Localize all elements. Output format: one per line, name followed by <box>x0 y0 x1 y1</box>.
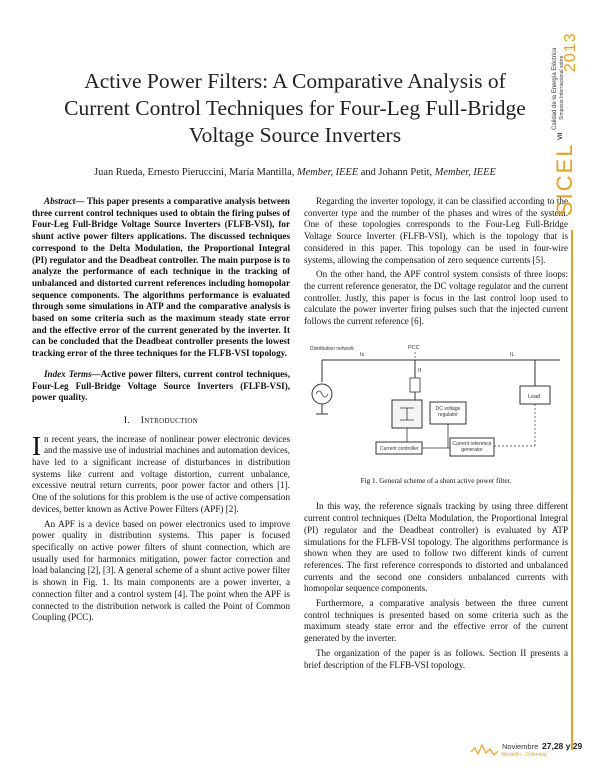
abstract-label: Abstract <box>44 196 76 206</box>
figure-1-caption: Fig 1. General scheme of a shunt active power filter. <box>360 476 512 485</box>
drop-cap: I <box>32 430 41 461</box>
right-paragraph-5: The organization of the paper is as follows. Section II presents a brief description of the FLFB-VSI topology. <box>304 647 568 670</box>
year-text: 2013 <box>562 32 579 72</box>
section-title: Introduction <box>140 415 199 426</box>
sidebar-accent-line <box>571 230 573 750</box>
sicel-logo: SICEL <box>552 142 577 216</box>
conference-footer <box>470 738 590 768</box>
intro-paragraph-1-text: n recent years, the increase of nonlinear power electronic devices and the massive use of industrial machines and automation devices, have led to a significant increase of disturbances in distribution systems like current and voltage distortion, current unbalance, excessive neutral return currents, poor power factor and others [1]. One of the solutions for this problem is the use of active compensation devices, better known as Active Power Filters (APF) [2]. <box>32 433 290 514</box>
intro-paragraph-2: An APF is a device based on power electronics used to improve power quality in distribution systems. This paper is focused specifically on active power filters of shunt connection, which are usually used for harmonics mitigation, power factor correction and load balancing [2], [3]. A general scheme of a shunt active power filter is shown in Fig. 1. Its main components are a power inverter, a connection filter and a control system [4]. The point when the APF is connected to the distribution network is called the Point of Common Coupling (PCC). <box>32 518 290 623</box>
abstract <box>32 196 290 360</box>
footer-place: Medellín · Colombia <box>502 752 547 758</box>
index-terms <box>32 369 290 404</box>
right-paragraph-1: Regarding the inverter topology, it can be classified according to the converter type and the number of the phases and wires of the system. One of these topologies corresponds to the Four-Leg Full-Bridge Voltage Source Inverter (FLFB-VSI), which is the topology that is considered in this paper. This topology can be used in four-wire systems, allowing the compensation of zero sequence currents [5]. <box>304 196 568 265</box>
author-list <box>60 167 530 178</box>
label-dc-regulator: DC voltage regulator <box>435 405 461 418</box>
intro-paragraph-1 <box>32 430 290 516</box>
right-paragraph-2: On the other hand, the APF control system consists of three loops: the current reference generator, the DC voltage regulator and the current controller. Justly, this paper is focus in the last control loop used to calculate the power inverter firing pulses such that the injected current follows the current reference [6]. <box>304 269 568 327</box>
author-member-1: Member, IEEE <box>297 167 359 178</box>
label-is: Is <box>360 351 365 358</box>
shunt-apf-diagram <box>310 342 568 472</box>
author-and: and Johann Petit, <box>360 167 433 178</box>
author-member-2: Member, IEEE <box>434 167 496 178</box>
label-if: If <box>418 367 422 374</box>
dc-regulator-label-wrap <box>430 403 466 423</box>
right-column <box>304 196 568 674</box>
author-names: Juan Rueda, Ernesto Pieruccini, María Mantilla, <box>94 167 295 178</box>
left-column <box>32 196 290 627</box>
section-number: I. <box>123 415 131 426</box>
sidebar-line-1: Simposio Internacional sobre <box>559 55 565 120</box>
label-current-controller: Current controller <box>380 445 419 452</box>
footer-days: 27,28 y 29 <box>542 741 583 751</box>
right-paragraph-4: Furthermore, a comparative analysis between the three current control techniques is presented based on some criteria such as the maximum steady state error and the effective error of the current generated by the inverter. <box>304 598 568 644</box>
section-heading <box>32 416 290 428</box>
sidebar-line-2: Calidad de la Energía Eléctrica <box>552 47 558 130</box>
paper-title: Active Power Filters: A Comparative Analysis of Current Control Techniques for Four-Leg Full-Bridge Voltage Source Inverters <box>64 69 526 147</box>
label-il: IL <box>510 351 515 358</box>
abstract-text: — This paper presents a comparative analysis between three current control techniques used to obtain the firing pulses of Four-Leg Full-Bridge Voltage Source Inverters (FLFB-VSI), for shunt active power filters applications. The discussed techniques correspond to the Delta Modulation, the Proportional Integral (PI) regulator and the Deadbeat controller. The main purpose is to analyze the performance of each technique in the tracking of unbalanced and distorted current references including homopolar sequence components. The algorithms performance is evaluated through some simulations in ATP and the comparative analysis is based on some criteria such as the maximum steady state error and the effective error of the current generated by the inverter. It can be concluded that the Deadbeat controller presents the lowest tracking error of the three techniques for the FLFB-VSI topology. <box>32 196 290 359</box>
ref-generator-label-wrap <box>450 439 494 455</box>
conference-sidebar <box>548 12 588 222</box>
inductor-icon <box>410 378 420 392</box>
label-ref-generator: Current reference generator <box>452 440 492 453</box>
sidebar-edition: VII <box>558 132 564 140</box>
label-network: Distribution network <box>310 345 354 352</box>
index-terms-label: Index Terms <box>44 368 92 379</box>
figure-1 <box>310 342 568 472</box>
right-paragraph-3: In this way, the reference signals tracking by using three different current control techniques (Delta Modulation, the Proportional Integral (PI) regulator and the Deadbeat controller) is evaluated by ATP simulations for the FLFB-VSI topology. The algorithms performance is shown when they are used to follow two different kinds of current references. The first reference corresponds to distorted and unbalanced currents and the second one considers unbalanced currents with homopolar sequence components. <box>304 501 568 594</box>
index-terms-text: —Active power filters, current control techniques, Four-Leg Full-Bridge Voltage Source Inverters (FLFB-VSI), power quality. <box>32 368 290 403</box>
label-load: Load <box>528 393 541 400</box>
wave-logo-icon <box>470 742 500 758</box>
footer-month: Noviembre <box>502 742 539 751</box>
label-pcc: PCC <box>408 344 420 351</box>
